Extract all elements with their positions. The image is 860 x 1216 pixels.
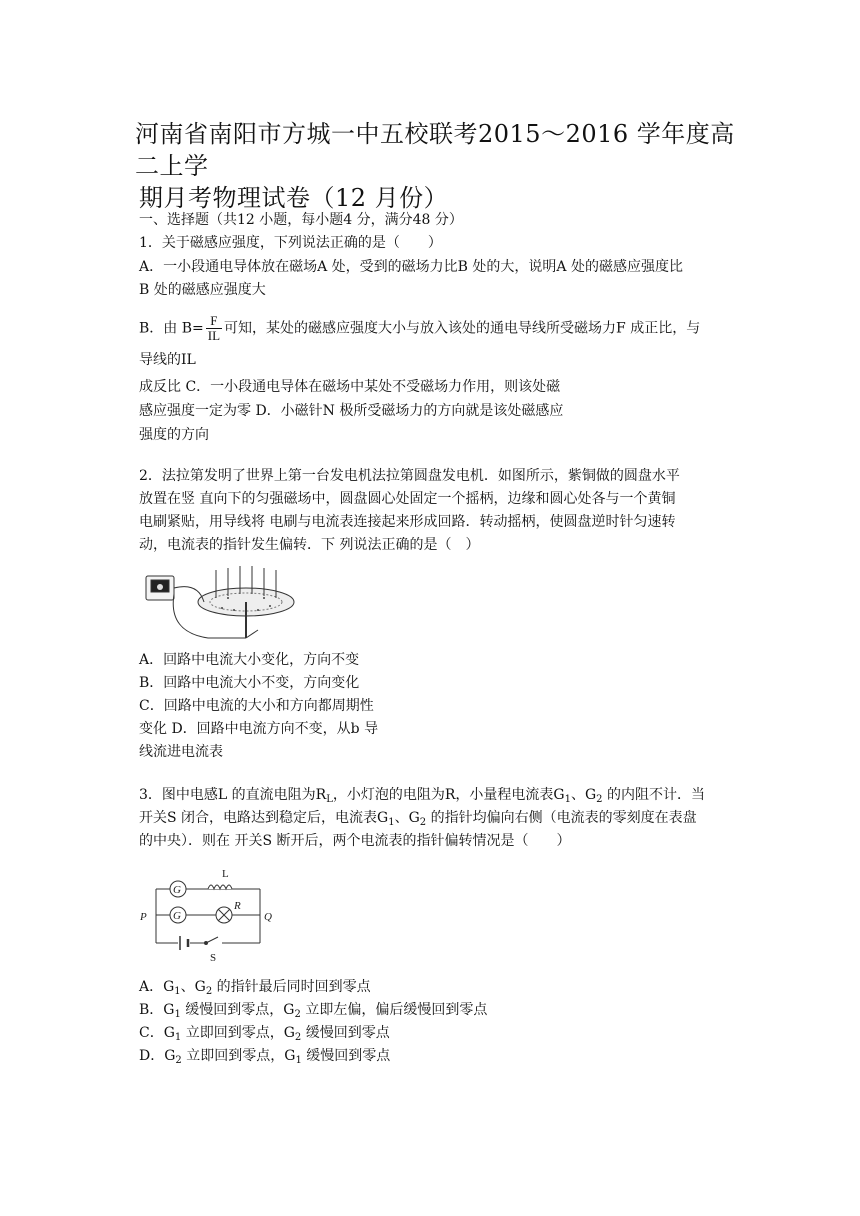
q3-text: 、G: [394, 810, 420, 826]
subscript: 1: [174, 1032, 182, 1043]
q1-option-a-line2: B 处的磁感应强度大: [139, 282, 266, 298]
subscript: 2: [294, 1009, 301, 1020]
q1-line6: 感应强度一定为零 D．小磁针N 极所受磁场力的方向就是该处磁感应: [139, 403, 564, 419]
q3-option-text: 立即左偏，偏后缓慢回到零点: [300, 1002, 488, 1018]
q3-text: 3．图中电感L 的直流电阻为R: [139, 787, 327, 803]
q3-option-text: A．G: [139, 979, 175, 995]
lamp-label: R: [234, 900, 241, 912]
circuit-diagram: [138, 863, 288, 969]
q1-line5: 成反比 C．一小段通电导体在磁场中某处不受磁场力作用，则该处磁: [139, 379, 561, 395]
fraction-numerator: F: [206, 314, 222, 329]
q2-line1: 2．法拉第发明了世界上第一台发电机法拉第圆盘发电机．如图所示，紫铜做的圆盘水平: [139, 468, 680, 484]
faraday-disk-figure: [138, 562, 298, 644]
q3-option-text: 立即回到零点，G: [181, 1025, 295, 1041]
section-heading: 一、选择题（共12 小题，每小题4 分，满分48 分）: [139, 212, 463, 228]
title-line-1: 河南省南阳市方城一中五校联考2015～2016 学年度高二上学: [135, 120, 735, 180]
q3-line1: [139, 785, 705, 810]
q3-option-text: 缓慢回到零点: [301, 1048, 391, 1064]
subscript: 2: [419, 817, 427, 828]
q3-text: 开关S 闭合，电路达到稳定后，电流表G: [139, 810, 389, 826]
subscript: 2: [596, 794, 603, 805]
q1-option-b: [139, 314, 700, 343]
q3-option-text: 、G: [180, 979, 206, 995]
q2-option-c: C．回路中电流的大小和方向都周期性: [139, 698, 374, 714]
formula-fraction: [206, 314, 222, 343]
q1-line7: 强度的方向: [139, 427, 209, 443]
q2-option-a: A．回路中电流大小变化，方向不变: [139, 652, 360, 668]
subscript: 2: [294, 1032, 302, 1043]
subscript: 1: [174, 986, 181, 997]
subscript: 1: [295, 1055, 302, 1066]
q2-line2: 放置在竖 直向下的匀强磁场中，圆盘圆心处固定一个摇柄，边缘和圆心处各与一个黄铜: [139, 491, 676, 507]
q3-option-b: [139, 1000, 487, 1025]
q3-text: 的指针均偏向右侧（电流表的零刻度在表盘: [426, 810, 697, 826]
subscript: L: [326, 794, 333, 805]
page-title: [135, 118, 755, 214]
q3-option-c: [139, 1023, 390, 1048]
q2-line4: 动，电流表的指针发生偏转．下 列说法正确的是（ ）: [139, 537, 480, 553]
q3-option-text: 缓慢回到零点，G: [180, 1002, 295, 1018]
node-p-label: P: [140, 911, 147, 923]
q1-option-a-line1: A．一小段通电导体放在磁场A 处，受到的磁场力比B 处的大，说明A 处的磁感应强度比: [139, 259, 683, 275]
q2-line3: 电刷紧贴，用导线将 电刷与电流表连接起来形成回路．转动摇柄，使圆盘逆时针匀速转: [139, 514, 676, 530]
fraction-denominator: IL: [207, 328, 221, 343]
q1-option-b-prefix: B．由 B=: [139, 320, 204, 337]
q3-option-text: 立即回到零点，G: [181, 1048, 296, 1064]
q3-option-text: B．G: [139, 1002, 175, 1018]
subscript: 2: [175, 1055, 182, 1066]
q1-option-b-suffix: 可知，某处的磁感应强度大小与放入该处的通电导线所受磁场力F 成正比，与: [224, 320, 701, 337]
q3-option-text: D．G: [139, 1048, 176, 1064]
q3-option-d: [139, 1046, 390, 1071]
q3-option-text: C．G: [139, 1025, 175, 1041]
g1-label: G: [173, 884, 181, 896]
q2-option-c-line3: 线流进电流表: [139, 744, 223, 760]
node-q-label: Q: [264, 911, 272, 923]
q3-text: 、G: [570, 787, 597, 803]
inductor-label: L: [222, 868, 229, 880]
q2-option-c-line2: 变化 D．回路中电流方向不变，从b 导: [139, 721, 379, 737]
subscript: 1: [388, 817, 395, 828]
q3-text: ，小灯泡的电阻为R，小量程电流表G: [332, 787, 565, 803]
q3-option-a: [139, 977, 371, 1002]
g2-label: G: [173, 910, 181, 922]
subscript: 1: [174, 1009, 181, 1020]
switch-label: S: [210, 952, 217, 964]
q3-line2: [139, 808, 697, 833]
q2-option-b: B．回路中电流大小不变，方向变化: [139, 675, 360, 691]
q3-line3: 的中央）．则在 开关S 断开后，两个电流表的指针偏转情况是（ ）: [139, 833, 571, 849]
q1-stem: 1．关于磁感应强度，下列说法正确的是（ ）: [139, 235, 442, 251]
subscript: 1: [564, 794, 571, 805]
q3-option-text: 的指针最后同时回到零点: [212, 979, 371, 995]
q3-text: 的内阻不计．当: [602, 787, 705, 803]
subscript: 2: [205, 986, 213, 997]
q3-option-text: 缓慢回到零点: [301, 1025, 390, 1041]
title-line-2: 期月考物理试卷（12 月份）: [139, 184, 449, 212]
q1-line4: 导线的IL: [139, 352, 196, 368]
